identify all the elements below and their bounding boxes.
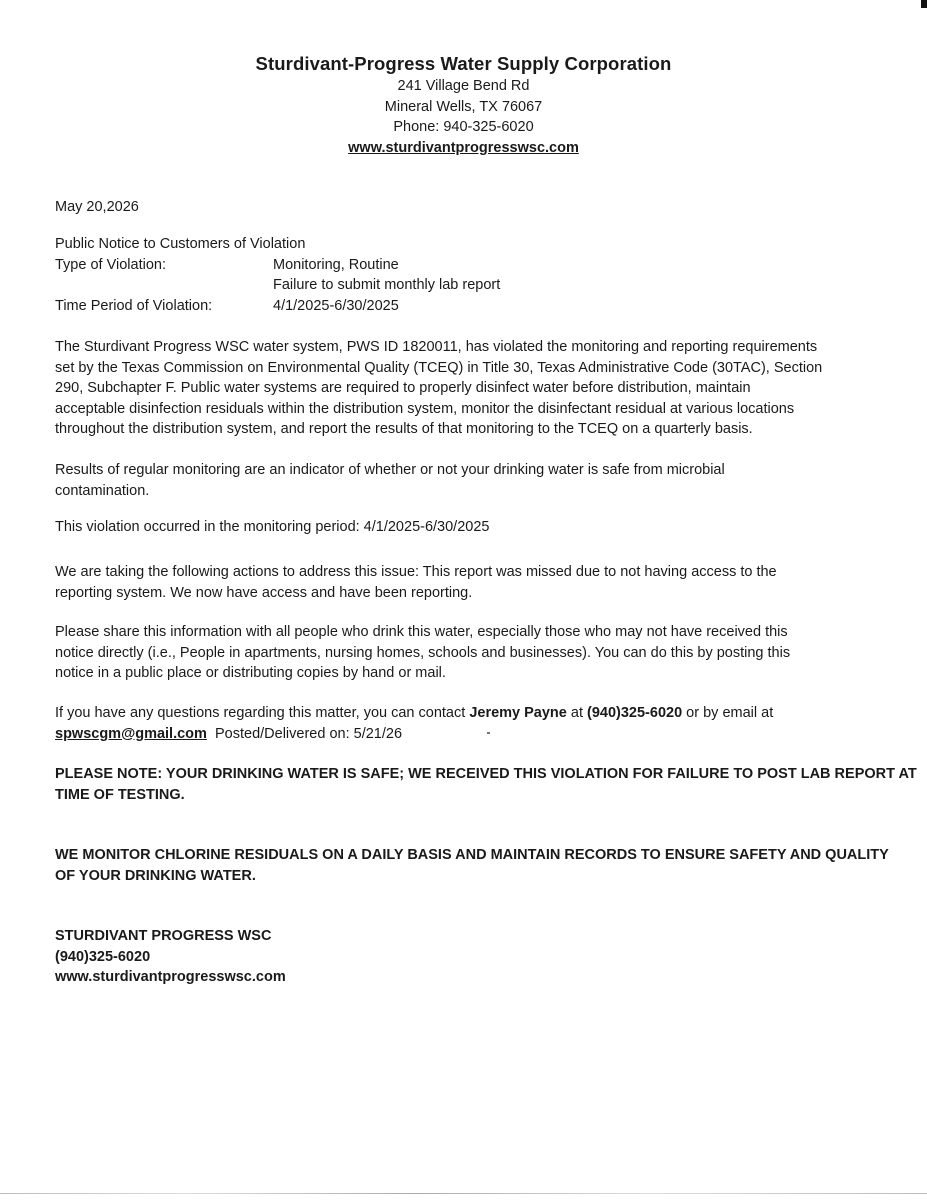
contact-name: Jeremy Payne xyxy=(469,705,567,721)
note-line: PLEASE NOTE: YOUR DRINKING WATER IS SAFE; WE RECEIVED THIS VIOLATION FOR FAILURE TO POST LAB REPORT AT xyxy=(55,766,917,782)
violation-type-label: Type of Violation: xyxy=(55,256,166,273)
paragraph-monitoring-results xyxy=(55,460,875,501)
letter-date-block xyxy=(55,197,875,218)
signature-website: www.sturdivantprogresswsc.com xyxy=(55,969,286,985)
signature-block xyxy=(55,926,875,988)
paragraph-line: This violation occurred in the monitoring period: 4/1/2025-6/30/2025 xyxy=(55,519,490,535)
scan-bottom-line xyxy=(0,1193,927,1194)
violation-heading: Public Notice to Customers of Violation xyxy=(55,236,306,252)
paragraph-violation-description xyxy=(55,337,875,440)
contact-text-pre: If you have any questions regarding this matter, you can contact xyxy=(55,705,470,721)
violation-period-value: 4/1/2025-6/30/2025 xyxy=(273,297,399,314)
paragraph-line: throughout the distribution system, and report the results of that monitoring to the TCEQ on a quarterly basis. xyxy=(55,421,753,437)
contact-text-post: or by email at xyxy=(682,705,774,721)
address-line-2: Mineral Wells, TX 76067 xyxy=(384,98,543,115)
scan-speck xyxy=(487,732,490,734)
contact-email-link[interactable]: spwscgm@gmail.com xyxy=(55,725,207,742)
paragraph-line: set by the Texas Commission on Environmental Quality (TCEQ) in Title 30, Texas Administrative Code (30TAC), Section xyxy=(55,359,823,376)
paragraph-line: We are taking the following actions to address this issue: This report was missed due to not having access to the xyxy=(55,564,777,580)
paragraph-line: Please share this information with all people who drink this water, especially those who may not have received this xyxy=(55,624,788,640)
contact-text-mid: at xyxy=(566,705,588,721)
paragraph-line: Results of regular monitoring are an indicator of whether or not your drinking water is safe from microbial xyxy=(55,462,725,478)
signature-name: STURDIVANT PROGRESS WSC xyxy=(55,928,272,944)
address-line-1: 241 Village Bend Rd xyxy=(397,78,530,94)
note-water-safe xyxy=(55,764,917,805)
scan-corner-mark xyxy=(921,0,927,8)
org-name: Sturdivant-Progress Water Supply Corporation xyxy=(255,53,672,74)
paragraph-actions xyxy=(55,562,875,603)
paragraph-line: The Sturdivant Progress WSC water system, PWS ID 1820011, has violated the monitoring and reporting requirements xyxy=(55,339,818,355)
contact-line-2 xyxy=(55,724,875,745)
violation-summary xyxy=(55,234,875,316)
violation-period-label: Time Period of Violation: xyxy=(55,297,213,314)
violation-period-row xyxy=(55,296,875,317)
paragraph-line: 290, Subchapter F. Public water systems are required to properly disinfect water before distribution, maintain xyxy=(55,380,751,396)
note-chlorine-monitoring xyxy=(55,845,889,886)
phone-line: Phone: 940-325-6020 xyxy=(393,119,534,135)
contact-line-1 xyxy=(55,703,875,724)
paragraph-line: contamination. xyxy=(55,482,150,499)
violation-type-value-1: Monitoring, Routine xyxy=(273,256,399,273)
violation-type-row xyxy=(55,255,875,276)
paragraph-line: reporting system. We now have access and have been reporting. xyxy=(55,584,473,601)
letter-date: May 20,2026 xyxy=(55,199,139,215)
signature-phone: (940)325-6020 xyxy=(55,948,151,965)
paragraph-line: notice directly (i.e., People in apartments, nursing homes, schools and businesses). You can do this by posting this xyxy=(55,644,791,661)
contact-phone: (940)325-6020 xyxy=(587,705,683,721)
note-line: OF YOUR DRINKING WATER. xyxy=(55,867,256,884)
letterhead xyxy=(0,52,927,158)
website-link[interactable]: www.sturdivantprogresswsc.com xyxy=(348,139,579,156)
note-line: TIME OF TESTING. xyxy=(55,786,185,803)
paragraph-contact xyxy=(55,703,875,744)
paragraph-line: acceptable disinfection residuals within the distribution system, monitor the disinfectant residual at various locations xyxy=(55,400,795,417)
note-line: WE MONITOR CHLORINE RESIDUALS ON A DAILY BASIS AND MAINTAIN RECORDS TO ENSURE SAFETY AND QUALITY xyxy=(55,847,889,863)
paragraph-line: notice in a public place or distributing copies by hand or mail. xyxy=(55,665,446,681)
paragraph-share-info xyxy=(55,622,875,684)
paragraph-monitoring-period xyxy=(55,517,875,538)
violation-type-value-2: Failure to submit monthly lab report xyxy=(273,277,501,293)
posted-delivered-text: Posted/Delivered on: 5/21/26 xyxy=(206,725,403,742)
